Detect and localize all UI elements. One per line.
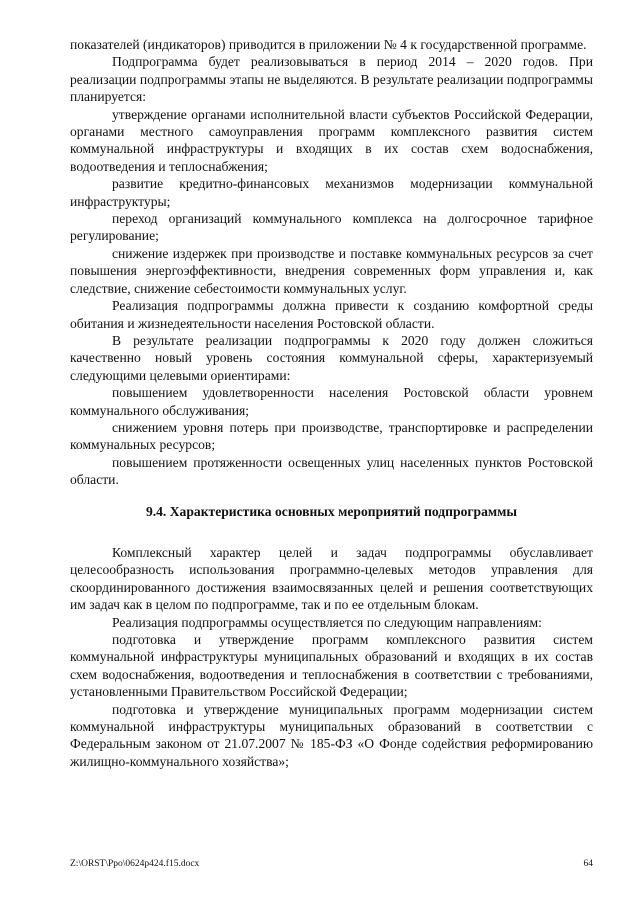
paragraph-plan-item: переход организаций коммунального комплекса на долгосрочное тарифное регулирование; [70,211,593,244]
paragraph-direction-item: подготовка и утверждение муниципальных программ модернизации систем коммунальной инфраструктуры муниципальных образований в соответствии с Федеральным законом от 21.07.2007 № 185-ФЗ «О Фонде содействия реформированию жилищно-коммунального хозяйства»; [70,701,593,769]
paragraph-complex-character: Комплексный характер целей и задач подпрограммы обуславливает целесообразность использования программно-целевых методов управления для скоординированного достижения взаимосвязанных целей и решения соответствующих им задач как в целом по подпрограмме, так и по ее отдельным блокам. [70,544,593,613]
paragraph-plan-item: утверждение органами исполнительной власти субъектов Российской Федерации, органами местного самоуправления программ комплексного развития систем коммунальной инфраструктуры и входящих в их состав схем водоснабжения, водоотведения и теплоснабжения; [70,106,593,174]
section-heading: 9.4. Характеристика основных мероприятий подпрограммы [145,503,518,519]
paragraph-plan-item: снижение издержек при производстве и поставке коммунальных ресурсов за счет повышения энергоэффективности, внедрения современных форм управления и, как следствие, снижение себестоимости коммунальных услуг. [70,245,593,296]
paragraph-target-item: повышением удовлетворенности населения Ростовской области уровнем коммунального обслуживания; [70,385,593,418]
paragraph-result: Реализация подпрограммы должна привести к созданию комфортной среды обитания и жизнедеятельности населения Ростовской области. [70,298,593,331]
page-number: 64 [583,859,593,869]
paragraph-targets-intro: В результате реализации подпрограммы к 2020 году должен сложиться качественно новый уровень состояния коммунальной сферы, характеризуемый следующими целевыми ориентирами: [70,332,593,383]
paragraph-target-item: снижением уровня потерь при производстве, транспортировке и распределении коммунальных ресурсов; [70,419,593,453]
paragraph-direction-item: подготовка и утверждение программ комплексного развития систем коммунальной инфраструктуры муниципальных образований и входящих в их состав схем водоснабжения, водоотведения и теплоснабжения в соответствии с требованиями, установленными Правительством Российской Федерации; [70,632,593,700]
paragraph-continuation: показателей (индикаторов) приводится в приложении № 4 к государственной программе. [70,37,587,52]
paragraph-directions-intro: Реализация подпрограммы осуществляется по следующим направлениям: [112,614,542,630]
document-page [70,36,593,770]
file-path: Z:\ORST\Ppo\0624p424.f15.docx [70,859,200,869]
paragraph-target-item: повышением протяженности освещенных улиц населенных пунктов Ростовской области. [70,454,593,488]
paragraph-period: Подпрограмма будет реализовываться в период 2014 – 2020 годов. При реализации подпрограммы этапы не выделяются. В результате реализации подпрограммы планируется: [70,54,593,105]
paragraph-plan-item: развитие кредитно-финансовых механизмов модернизации коммунальной инфраструктуры; [70,176,593,209]
